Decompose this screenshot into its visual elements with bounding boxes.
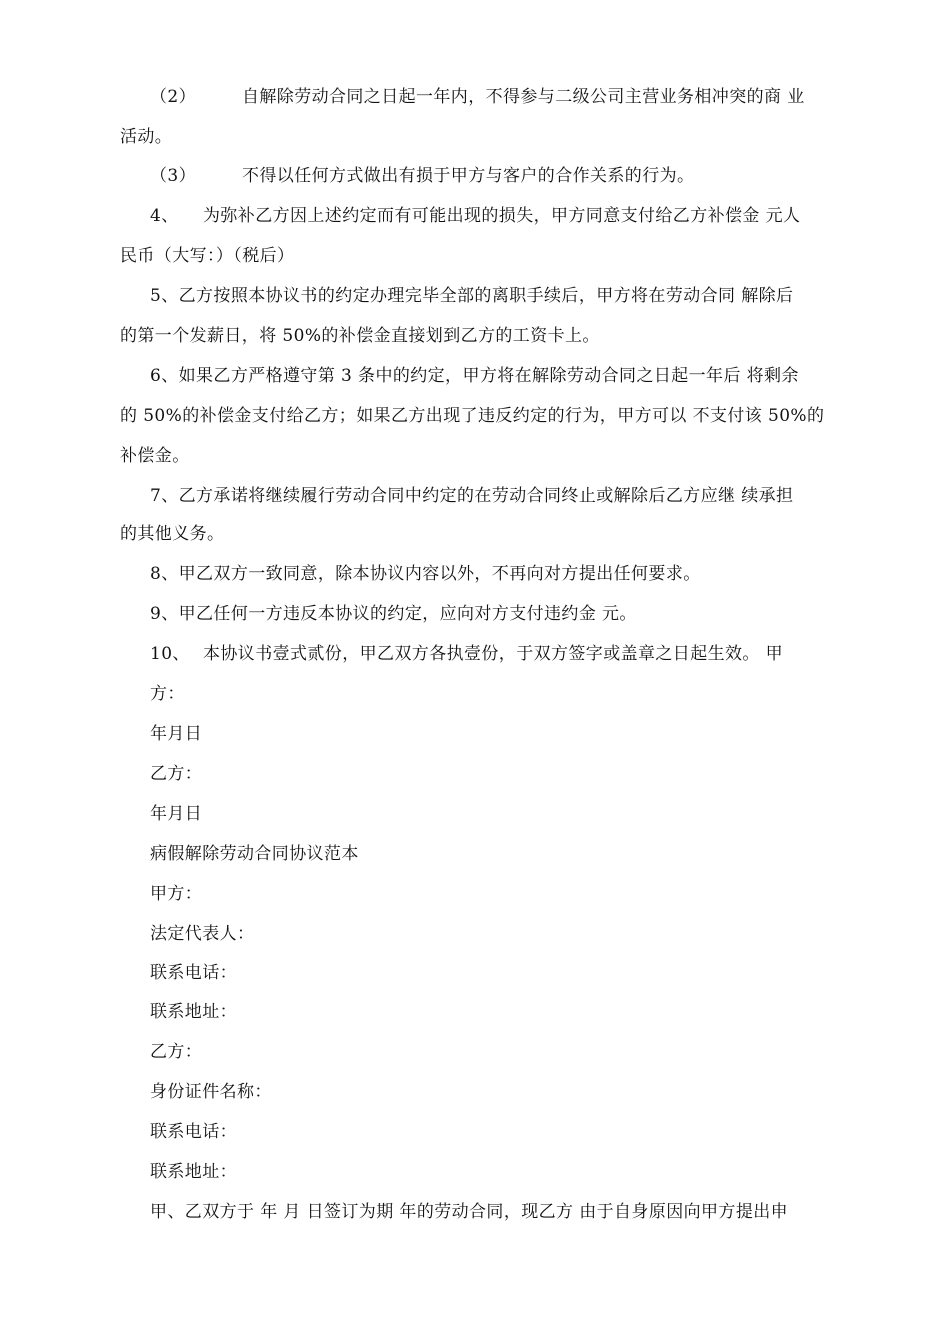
paragraph-7-line-1: 7、乙方承诺将继续履行劳动合同中约定的在劳动合同终止或解除后乙方应继 续承担 bbox=[150, 486, 794, 506]
paragraph-5-line-2: 的第一个发薪日，将 50%的补偿金直接划到乙方的工资卡上。 bbox=[120, 326, 600, 346]
paragraph-8: 8、甲乙双方一致同意，除本协议内容以外，不再向对方提出任何要求。 bbox=[150, 564, 701, 584]
field-address-b: 联系地址： bbox=[150, 1162, 237, 1182]
signature-date-b: 年月日 bbox=[150, 804, 203, 824]
paragraph-7-line-2: 的其他义务。 bbox=[120, 524, 225, 544]
item-3 bbox=[150, 164, 870, 188]
paragraph-5-line-1: 5、乙方按照本协议书的约定办理完毕全部的离职手续后，甲方将在劳动合同 解除后 bbox=[150, 286, 794, 306]
field-party-b: 乙方： bbox=[150, 1042, 203, 1062]
field-id-document-name: 身份证件名称： bbox=[150, 1082, 272, 1102]
paragraph-10-marker: 10、 bbox=[150, 644, 190, 664]
paragraph-6-line-2: 的 50%的补偿金支付给乙方；如果乙方出现了违反约定的行为，甲方可以 不支付该 50%的 bbox=[120, 406, 825, 426]
paragraph-4-line-2: 民币（大写：）（税后） bbox=[120, 246, 295, 266]
item-3-text: 不得以任何方式做出有损于甲方与客户的合作关系的行为。 bbox=[242, 166, 695, 186]
item-2-line-2: 活动。 bbox=[120, 127, 173, 147]
paragraph-6-line-3: 补偿金。 bbox=[120, 446, 190, 466]
paragraph-6-line-1: 6、如果乙方严格遵守第 3 条中的约定，甲方将在解除劳动合同之日起一年后 将剩余 bbox=[150, 366, 799, 386]
section-title: 病假解除劳动合同协议范本 bbox=[150, 844, 359, 864]
signature-party-a: 方： bbox=[150, 684, 185, 704]
paragraph-9: 9、甲乙任何一方违反本协议的约定，应向对方支付违约金 元。 bbox=[150, 604, 637, 624]
agreement-intro-line: 甲、乙双方于 年 月 日签订为期 年的劳动合同，现乙方 由于自身原因向甲方提出申 bbox=[150, 1202, 789, 1222]
paragraph-4-text: 为弥补乙方因上述约定而有可能出现的损失，甲方同意支付给乙方补偿金 元人 bbox=[203, 206, 801, 226]
field-phone-a: 联系电话： bbox=[150, 963, 237, 983]
field-address-a: 联系地址： bbox=[150, 1002, 237, 1022]
item-2-marker: （2） bbox=[150, 87, 197, 107]
signature-date-a: 年月日 bbox=[150, 724, 203, 744]
field-party-a: 甲方： bbox=[150, 884, 203, 904]
item-2-text: 自解除劳动合同之日起一年内，不得参与二级公司主营业务相冲突的商 业 bbox=[242, 87, 805, 107]
paragraph-10 bbox=[150, 642, 870, 666]
paragraph-10-text: 本协议书壹式贰份，甲乙双方各执壹份，于双方签字或盖章之日起生效。 甲 bbox=[203, 644, 784, 664]
field-phone-b: 联系电话： bbox=[150, 1122, 237, 1142]
field-legal-representative: 法定代表人： bbox=[150, 924, 255, 944]
paragraph-4-marker: 4、 bbox=[150, 206, 179, 226]
item-3-marker: （3） bbox=[150, 166, 197, 186]
item-2-line-1 bbox=[150, 85, 870, 109]
signature-party-b: 乙方： bbox=[150, 764, 203, 784]
paragraph-4-line-1 bbox=[150, 204, 870, 228]
